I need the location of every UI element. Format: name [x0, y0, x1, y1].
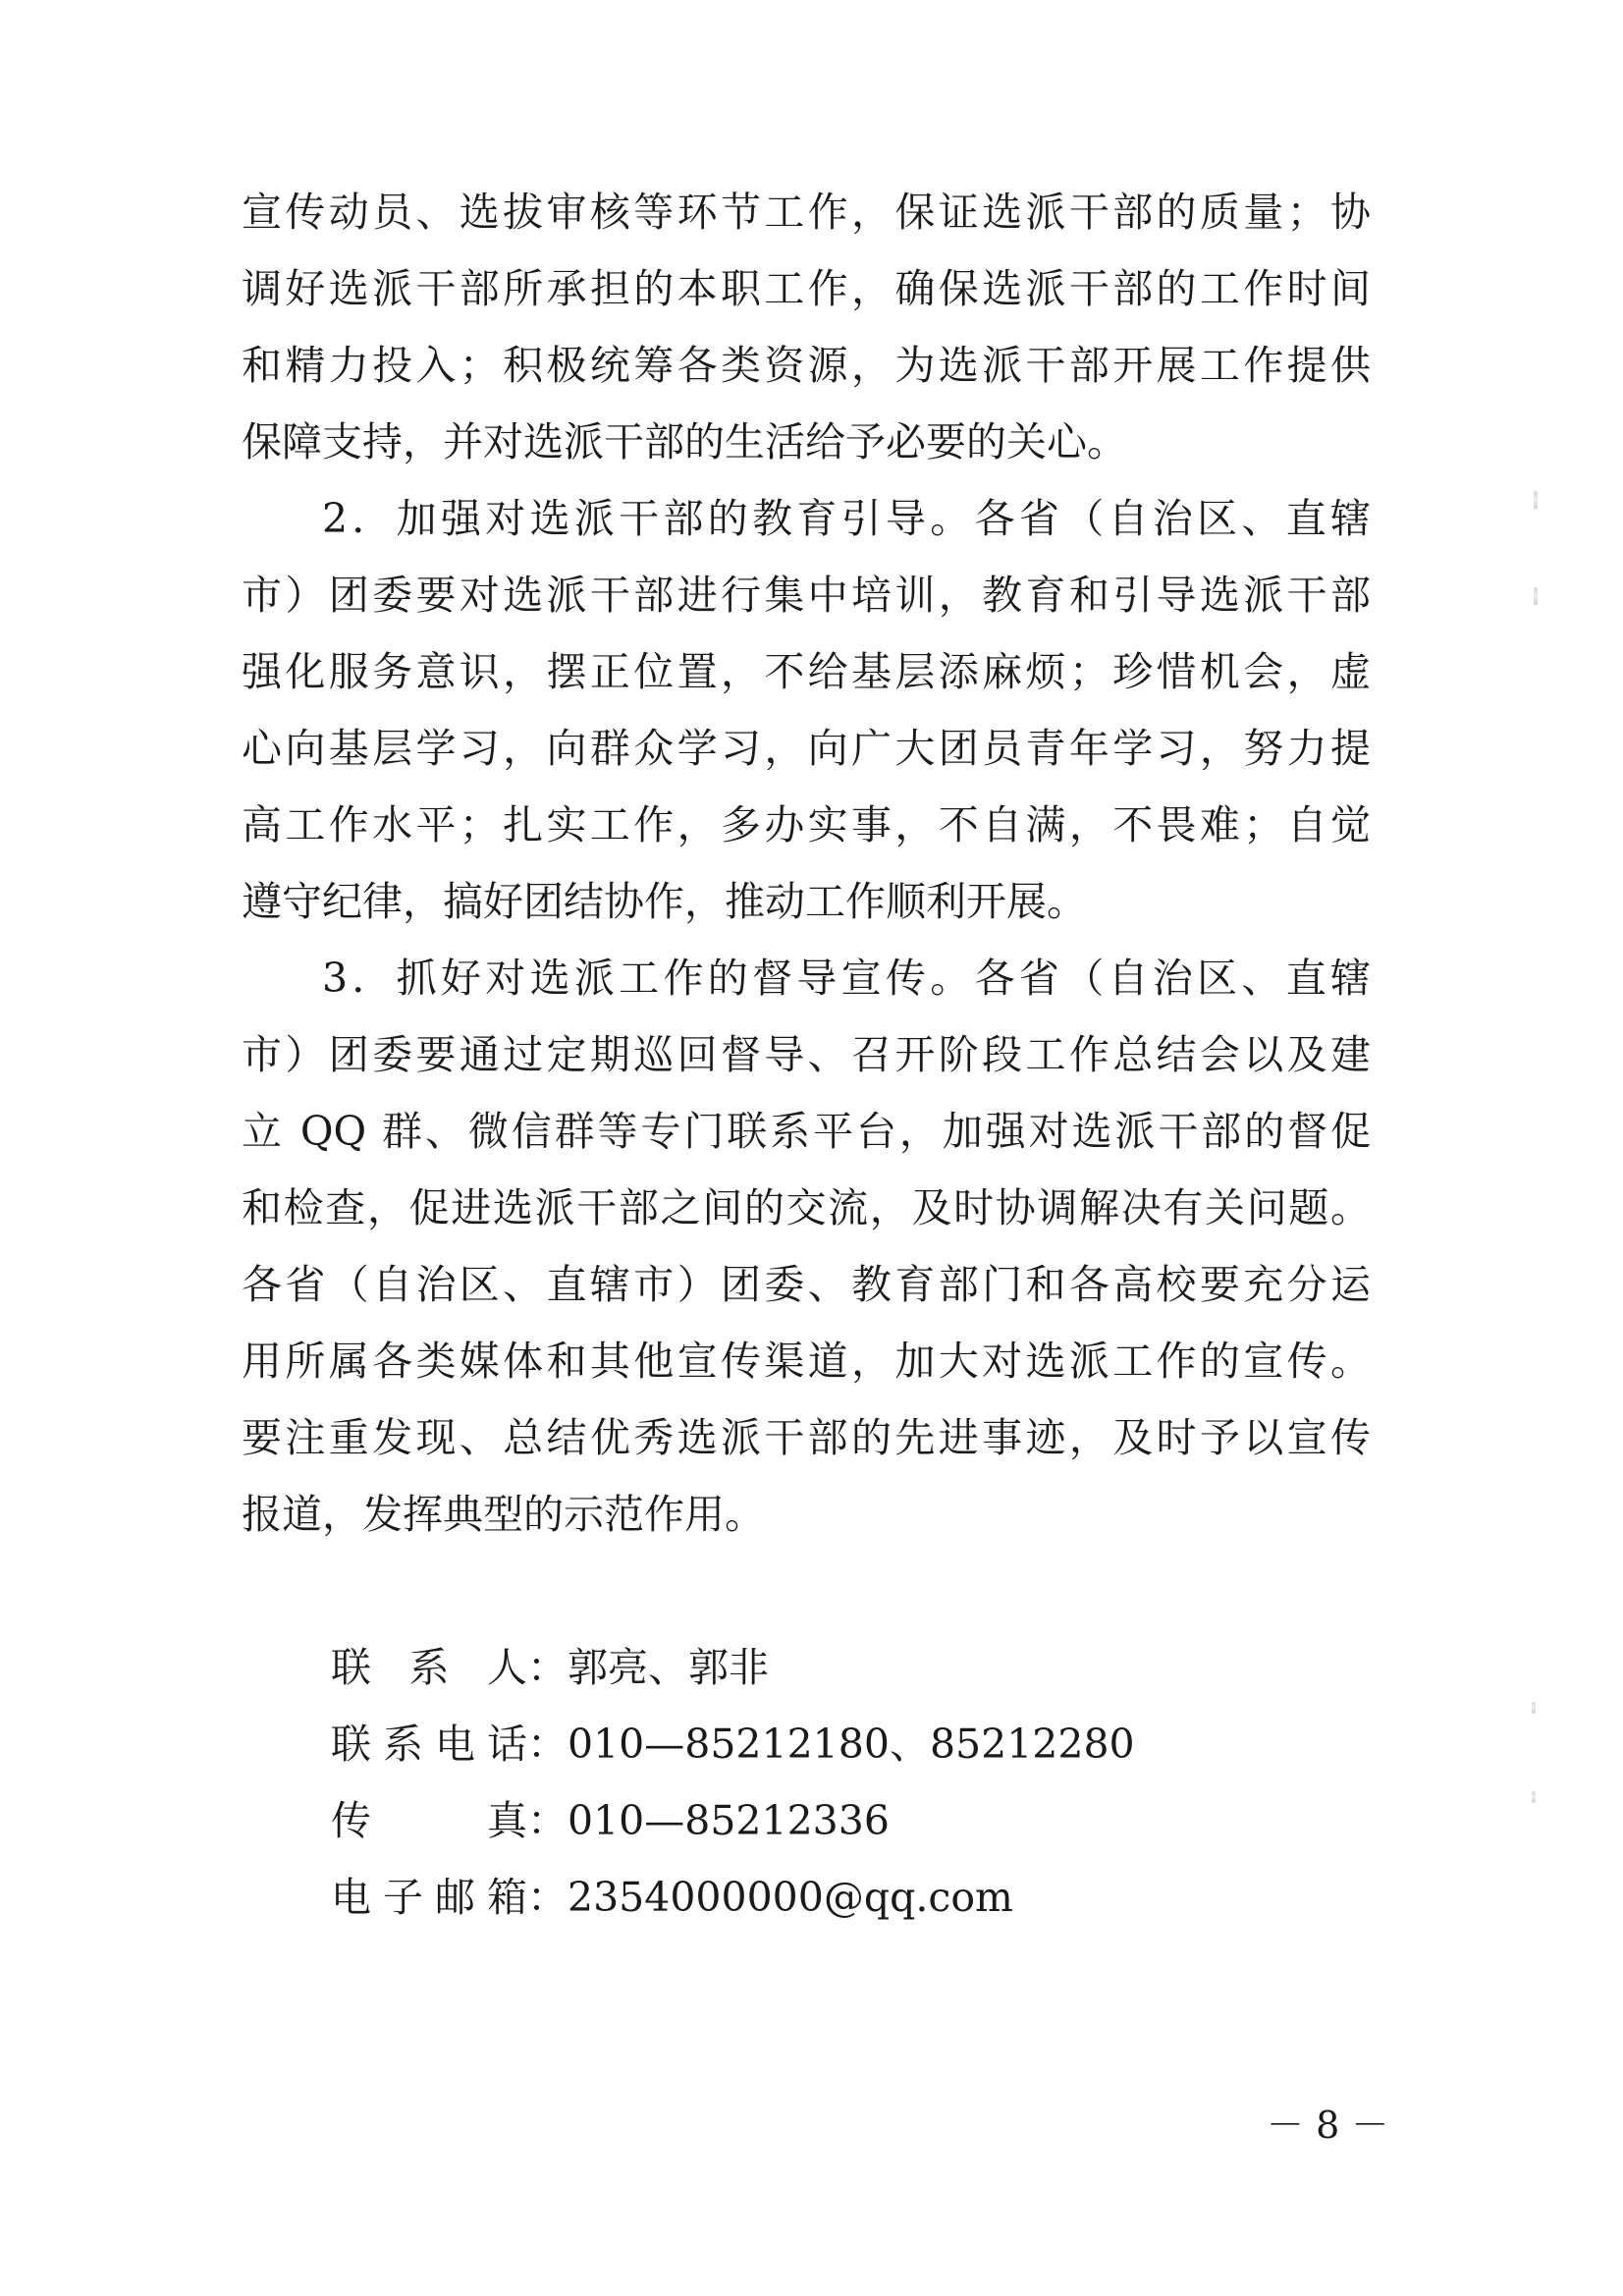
scan-artifact [1534, 587, 1538, 605]
paragraph-line: 立 QQ 群、微信群等专门联系平台，加强对选派干部的督促 [242, 1108, 1371, 1155]
contact-phone-label: 联系电话 [331, 1721, 527, 1768]
contact-phone-row [331, 1715, 1215, 1774]
paragraph-line: 心向基层学习，向群众学习，向广大团员青年学习，努力提 [242, 725, 1371, 772]
paragraph-line: 和精力投入；积极统筹各类资源，为选派干部开展工作提供 [242, 342, 1371, 389]
paragraph-line: 宣传动员、选拔审核等环节工作，保证选派干部的质量；协 [242, 189, 1371, 236]
contact-fax-value: 010—85212336 [568, 1797, 890, 1844]
page-number: － 8 － [1267, 2104, 1389, 2147]
paragraph-line: 2．加强对选派干部的教育引导。各省（自治区、直辖 [322, 495, 1371, 542]
scan-artifact [1532, 1702, 1536, 1714]
paragraph-line: 要注重发现、总结优秀选派干部的先进事迹，及时予以宣传 [242, 1414, 1371, 1461]
paragraph-line: 市）团委要对选派干部进行集中培训，教育和引导选派干部 [242, 572, 1371, 619]
contact-person-value: 郭亮、郭非 [568, 1644, 769, 1691]
contact-person-row [331, 1638, 1215, 1697]
paragraph-line: 保障支持，并对选派干部的生活给予必要的关心。 [242, 418, 1127, 465]
contact-fax-row [331, 1791, 1215, 1850]
contact-phone-value: 010—85212180、85212280 [568, 1721, 1135, 1768]
paragraph-line: 3．抓好对选派工作的督导宣传。各省（自治区、直辖 [322, 955, 1371, 1002]
paragraph-line: 用所属各类媒体和其他宣传渠道，加大对选派工作的宣传。 [242, 1338, 1371, 1385]
contact-email-row [331, 1868, 1215, 1927]
contact-separator: ： [527, 1797, 568, 1844]
contact-separator: ： [527, 1644, 568, 1691]
paragraph-line: 高工作水平；扎实工作，多办实事，不自满，不畏难；自觉 [242, 801, 1371, 848]
contact-email-label: 电子邮箱 [331, 1874, 527, 1921]
scan-artifact [1534, 491, 1538, 509]
contact-fax-label: 传真 [331, 1797, 527, 1844]
paragraph-line: 强化服务意识，摆正位置，不给基层添麻烦；珍惜机会，虚 [242, 648, 1371, 695]
contact-person-label: 联系人 [331, 1644, 527, 1691]
paragraph-line: 市）团委要通过定期巡回督导、召开阶段工作总结会以及建 [242, 1031, 1371, 1078]
contact-separator: ： [527, 1874, 568, 1921]
paragraph-line: 报道，发挥典型的示范作用。 [242, 1491, 765, 1538]
paragraph-line: 遵守纪律，搞好团结协作，推动工作顺利开展。 [242, 878, 1087, 925]
scan-artifact [1532, 1791, 1536, 1803]
paragraph-line: 和检查，促进选派干部之间的交流，及时协调解决有关问题。 [242, 1184, 1371, 1231]
contact-email-value: 2354000000@qq.com [568, 1874, 1013, 1921]
paragraph-line: 调好选派干部所承担的本职工作，确保选派干部的工作时间 [242, 265, 1371, 312]
contact-separator: ： [527, 1721, 568, 1768]
paragraph-line: 各省（自治区、直辖市）团委、教育部门和各高校要充分运 [242, 1261, 1371, 1308]
